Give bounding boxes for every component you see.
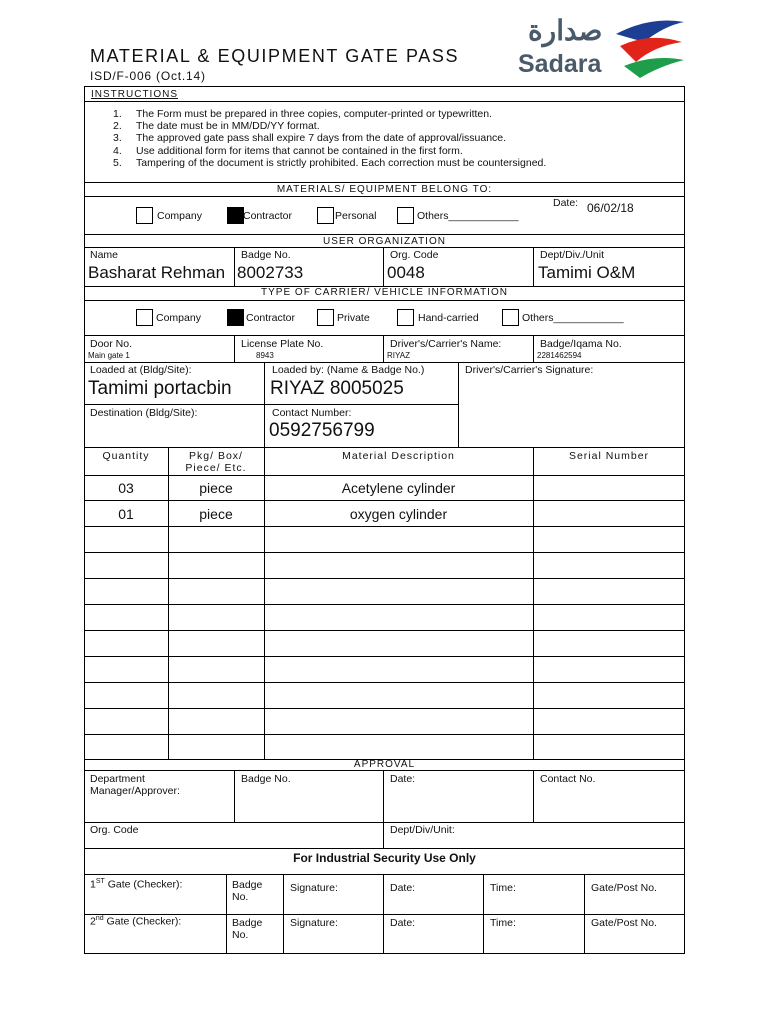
approval-date-label: Date: (390, 773, 416, 785)
gate-2-sup: nd (95, 915, 104, 922)
approval-dept-label: Dept/Div/Unit: (390, 824, 455, 836)
carrier-contractor-checkbox[interactable] (227, 309, 244, 326)
belong-personal-checkbox[interactable] (317, 207, 334, 224)
instruction-text: The Form must be prepared in three copies, computer-printed or typewritten. (136, 108, 492, 120)
col-header-quantity: Quantity (102, 450, 150, 462)
approval-contact-label: Contact No. (540, 773, 596, 785)
instruction-num: 5. (113, 157, 122, 169)
iqama-label: Badge/Iqama No. (540, 338, 622, 350)
gate-2-badge-label-2: No. (232, 929, 249, 941)
instruction-text: Tampering of the document is strictly prohibited. Each correction must be countersigned. (136, 157, 547, 169)
gate-1-badge-label: Badge (232, 879, 263, 891)
sadara-logo (518, 14, 688, 80)
belong-contractor-checkbox[interactable] (227, 207, 244, 224)
instruction-num: 1. (113, 108, 122, 120)
description-cell[interactable]: oxygen cylinder (349, 506, 448, 522)
carrier-company-label: Company (156, 312, 201, 324)
carrier-private-checkbox[interactable] (317, 309, 334, 326)
logo-emblem-icon (614, 16, 686, 78)
approval-badge-label: Badge No. (241, 773, 291, 785)
plate-label: License Plate No. (241, 338, 324, 350)
loaded-at-label: Loaded at (Bldg/Site): (90, 364, 192, 376)
contact-label: Contact Number: (272, 407, 352, 419)
logo-arabic-text: صدارة (528, 15, 603, 46)
door-label: Door No. (90, 338, 133, 350)
col-header-pkg: Pkg/ Box/ (189, 450, 243, 462)
instructions-heading: INSTRUCTIONS (91, 89, 178, 100)
date-label: Date: (553, 197, 579, 209)
gate-1-post-label: Gate/Post No. (591, 882, 657, 894)
col-header-pkg-2: Piece/ Etc. (185, 462, 247, 474)
gate-1-badge-label-2: No. (232, 891, 249, 903)
date-value[interactable]: 06/02/18 (587, 201, 634, 215)
security-heading: For Industrial Security Use Only (293, 851, 476, 865)
qty-cell[interactable]: 01 (118, 506, 134, 522)
gate-2-badge-label: Badge (232, 917, 263, 929)
carrier-contractor-label: Contractor (246, 312, 296, 324)
gate-1-date-label: Date: (390, 882, 416, 894)
driver-name-value[interactable]: RIYAZ (387, 351, 410, 360)
destination-label: Destination (Bldg/Site): (90, 407, 198, 419)
col-header-serial: Serial Number (568, 450, 650, 462)
gate-1-signature-label: Signature: (290, 882, 338, 894)
name-value[interactable]: Basharat Rehman (88, 263, 226, 282)
pkg-cell[interactable]: piece (199, 480, 233, 496)
instruction-num: 2. (113, 120, 122, 132)
gate-1-text: Gate (Checker): (104, 878, 183, 891)
carrier-handcarried-checkbox[interactable] (397, 309, 414, 326)
description-cell[interactable]: Acetylene cylinder (341, 480, 456, 496)
carrier-private-label: Private (337, 312, 370, 324)
dept-label: Dept/Div./Unit (540, 249, 604, 261)
instruction-text: The approved gate pass shall expire 7 days from the date of approval/issuance. (136, 132, 507, 144)
instruction-num: 3. (113, 132, 122, 144)
gate-2-time-label: Time: (490, 917, 516, 929)
pkg-cell[interactable]: piece (199, 506, 233, 522)
org-code-value[interactable]: 0048 (387, 263, 425, 282)
carrier-others-checkbox[interactable] (502, 309, 519, 326)
form-code: ISD/F-006 (Oct.14) (90, 69, 206, 83)
gate-1-num: 1 (90, 878, 96, 891)
qty-cell[interactable]: 03 (118, 480, 134, 496)
gate-2-label (90, 915, 181, 928)
iqama-value[interactable]: 2281462594 (537, 351, 582, 360)
gate-2-num: 2 (90, 915, 96, 928)
belong-company-label: Company (157, 210, 202, 222)
approval-heading: APPROVAL (353, 759, 416, 770)
badge-label: Badge No. (241, 249, 291, 261)
door-value[interactable]: Main gate 1 (88, 351, 130, 360)
gate-1-sup: ST (95, 878, 105, 885)
approval-org-label: Org. Code (90, 824, 139, 836)
carrier-heading: TYPE OF CARRIER/ VEHICLE INFORMATION (261, 287, 508, 298)
gate-2-date-label: Date: (390, 917, 416, 929)
manager-label-2: Manager/Approver: (90, 785, 180, 797)
instruction-text: Use additional form for items that cannot be contained in the first form. (136, 145, 463, 157)
carrier-handcarried-label: Hand-carried (418, 312, 479, 324)
instruction-num: 4. (113, 145, 122, 157)
loaded-at-value[interactable]: Tamimi portacbin (88, 378, 232, 399)
col-header-description: Material Description (342, 450, 455, 462)
loaded-by-value[interactable]: RIYAZ 8005025 (270, 378, 404, 399)
name-label: Name (90, 249, 119, 261)
gate-2-post-label: Gate/Post No. (591, 917, 657, 929)
dept-value[interactable]: Tamimi O&M (538, 263, 636, 282)
belong-company-checkbox[interactable] (136, 207, 153, 224)
carrier-company-checkbox[interactable] (136, 309, 153, 326)
belong-personal-label: Personal (335, 210, 377, 222)
loaded-by-label: Loaded by: (Name & Badge No.) (272, 364, 425, 376)
carrier-others-label: Others____________ (522, 312, 624, 324)
instruction-text: The date must be in MM/DD/YY format. (136, 120, 320, 132)
logo-latin-text: Sadara (518, 50, 602, 78)
user-org-heading: USER ORGANIZATION (323, 236, 446, 247)
gate-1-label (90, 878, 182, 891)
belong-others-checkbox[interactable] (397, 207, 414, 224)
manager-label: Department (90, 773, 145, 785)
plate-value[interactable]: 8943 (256, 351, 274, 360)
belong-heading: MATERIALS/ EQUIPMENT BELONG TO: (276, 184, 493, 195)
org-code-label: Org. Code (390, 249, 439, 261)
gate-1-time-label: Time: (490, 882, 516, 894)
belong-contractor-label: Contractor (243, 210, 293, 222)
badge-value[interactable]: 8002733 (237, 263, 304, 282)
belong-others-label: Others____________ (417, 210, 519, 222)
contact-value[interactable]: 0592756799 (269, 420, 375, 441)
gate-2-text: Gate (Checker): (103, 915, 182, 928)
form-title: MATERIAL & EQUIPMENT GATE PASS (90, 46, 460, 66)
driver-name-label: Driver's/Carrier's Name: (390, 338, 502, 350)
gate-2-signature-label: Signature: (290, 917, 338, 929)
driver-signature-label: Driver's/Carrier's Signature: (465, 364, 594, 376)
